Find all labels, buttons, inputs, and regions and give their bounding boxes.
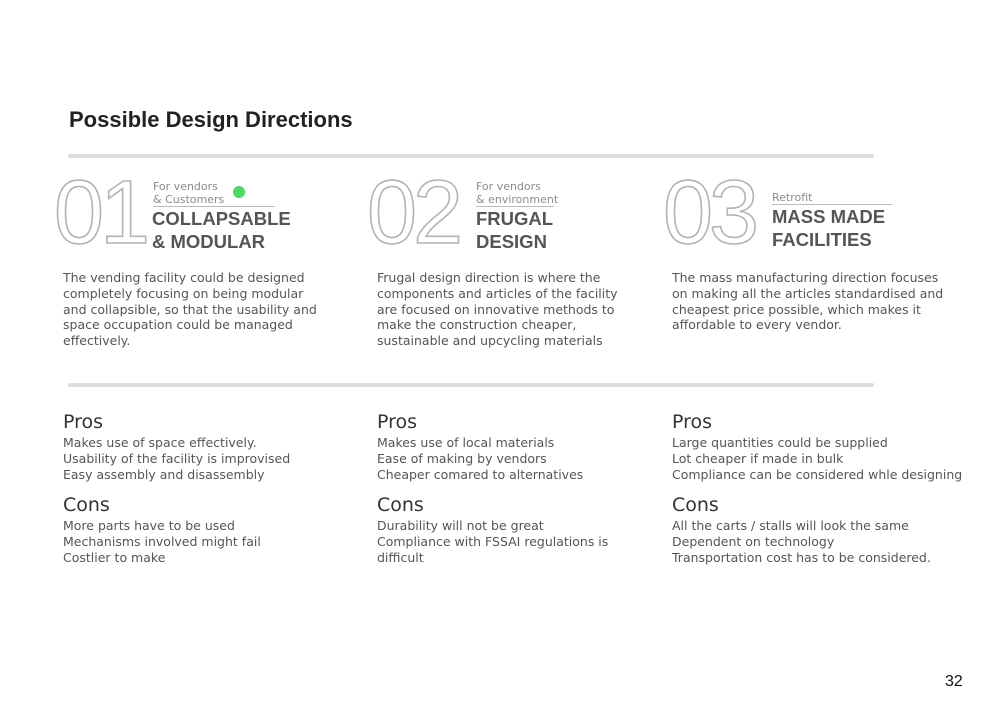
pros-heading-03: Pros [672, 411, 713, 433]
list-item: Makes use of local materials [377, 435, 555, 450]
list-item: Makes use of space effectively. [63, 435, 257, 450]
list-item: Lot cheaper if made in bulk [672, 451, 844, 466]
list-item: All the carts / stalls will look the same [672, 518, 909, 533]
direction-description-02: Frugal design direction is where the components and articles of the facility are focused on innovative methods to make the construction cheaper, sustainable and upcycling materials [377, 270, 618, 349]
direction-heading-01: COLLAPSABLE & MODULAR [152, 208, 291, 252]
cons-heading-03: Cons [672, 494, 719, 516]
pros-heading-02: Pros [377, 411, 418, 433]
page-number: 32 [945, 673, 963, 690]
list-item: difficult [377, 550, 424, 565]
top-divider [68, 154, 874, 158]
direction-tag-01: For vendors & Customers [153, 180, 225, 206]
direction-heading-03: MASS MADE FACILITIES [772, 206, 886, 250]
cons-heading-01: Cons [63, 494, 110, 516]
direction-number-03: 03 [663, 163, 756, 263]
list-item: Transportation cost has to be considered. [672, 550, 931, 565]
list-item: Ease of making by vendors [377, 451, 547, 466]
direction-number-02: 02 [367, 163, 460, 263]
direction-description-01: The vending facility could be designed completely focusing on being modular and collapsible, so that the usability and space occupation could be managed effectively. [63, 270, 317, 349]
cons-heading-02: Cons [377, 494, 424, 516]
list-item: Dependent on technology [672, 534, 835, 549]
list-item: Durability will not be great [377, 518, 544, 533]
status-dot [233, 186, 245, 198]
list-item: Cheaper comared to alternatives [377, 467, 584, 482]
pros-list-03 [672, 435, 962, 483]
direction-tag-02: For vendors & environment [476, 180, 559, 206]
direction-number-01: 01 [54, 163, 147, 263]
pros-list-01 [63, 435, 290, 483]
list-item: Large quantities could be supplied [672, 435, 888, 450]
cons-list-02 [377, 518, 608, 566]
direction-description-03: The mass manufacturing direction focuses on making all the articles standardised and cheapest price possible, which makes it affordable to every vendor. [672, 270, 944, 333]
middle-divider [68, 383, 874, 387]
pros-list-02 [377, 435, 583, 483]
page-title: Possible Design Directions [69, 107, 353, 132]
direction-heading-02: FRUGAL DESIGN [476, 208, 554, 252]
pros-heading-01: Pros [63, 411, 104, 433]
list-item: More parts have to be used [63, 518, 235, 533]
cons-list-03 [672, 518, 931, 566]
list-item: Compliance can be considered whle designing [672, 467, 963, 482]
list-item: Mechanisms involved might fail [63, 534, 261, 549]
list-item: Costlier to make [63, 550, 166, 565]
list-item: Easy assembly and disassembly [63, 467, 265, 482]
list-item: Compliance with FSSAI regulations is [377, 534, 609, 549]
direction-tag-03: Retrofit [772, 191, 813, 204]
list-item: Usability of the facility is improvised [63, 451, 291, 466]
cons-list-01 [63, 518, 261, 566]
